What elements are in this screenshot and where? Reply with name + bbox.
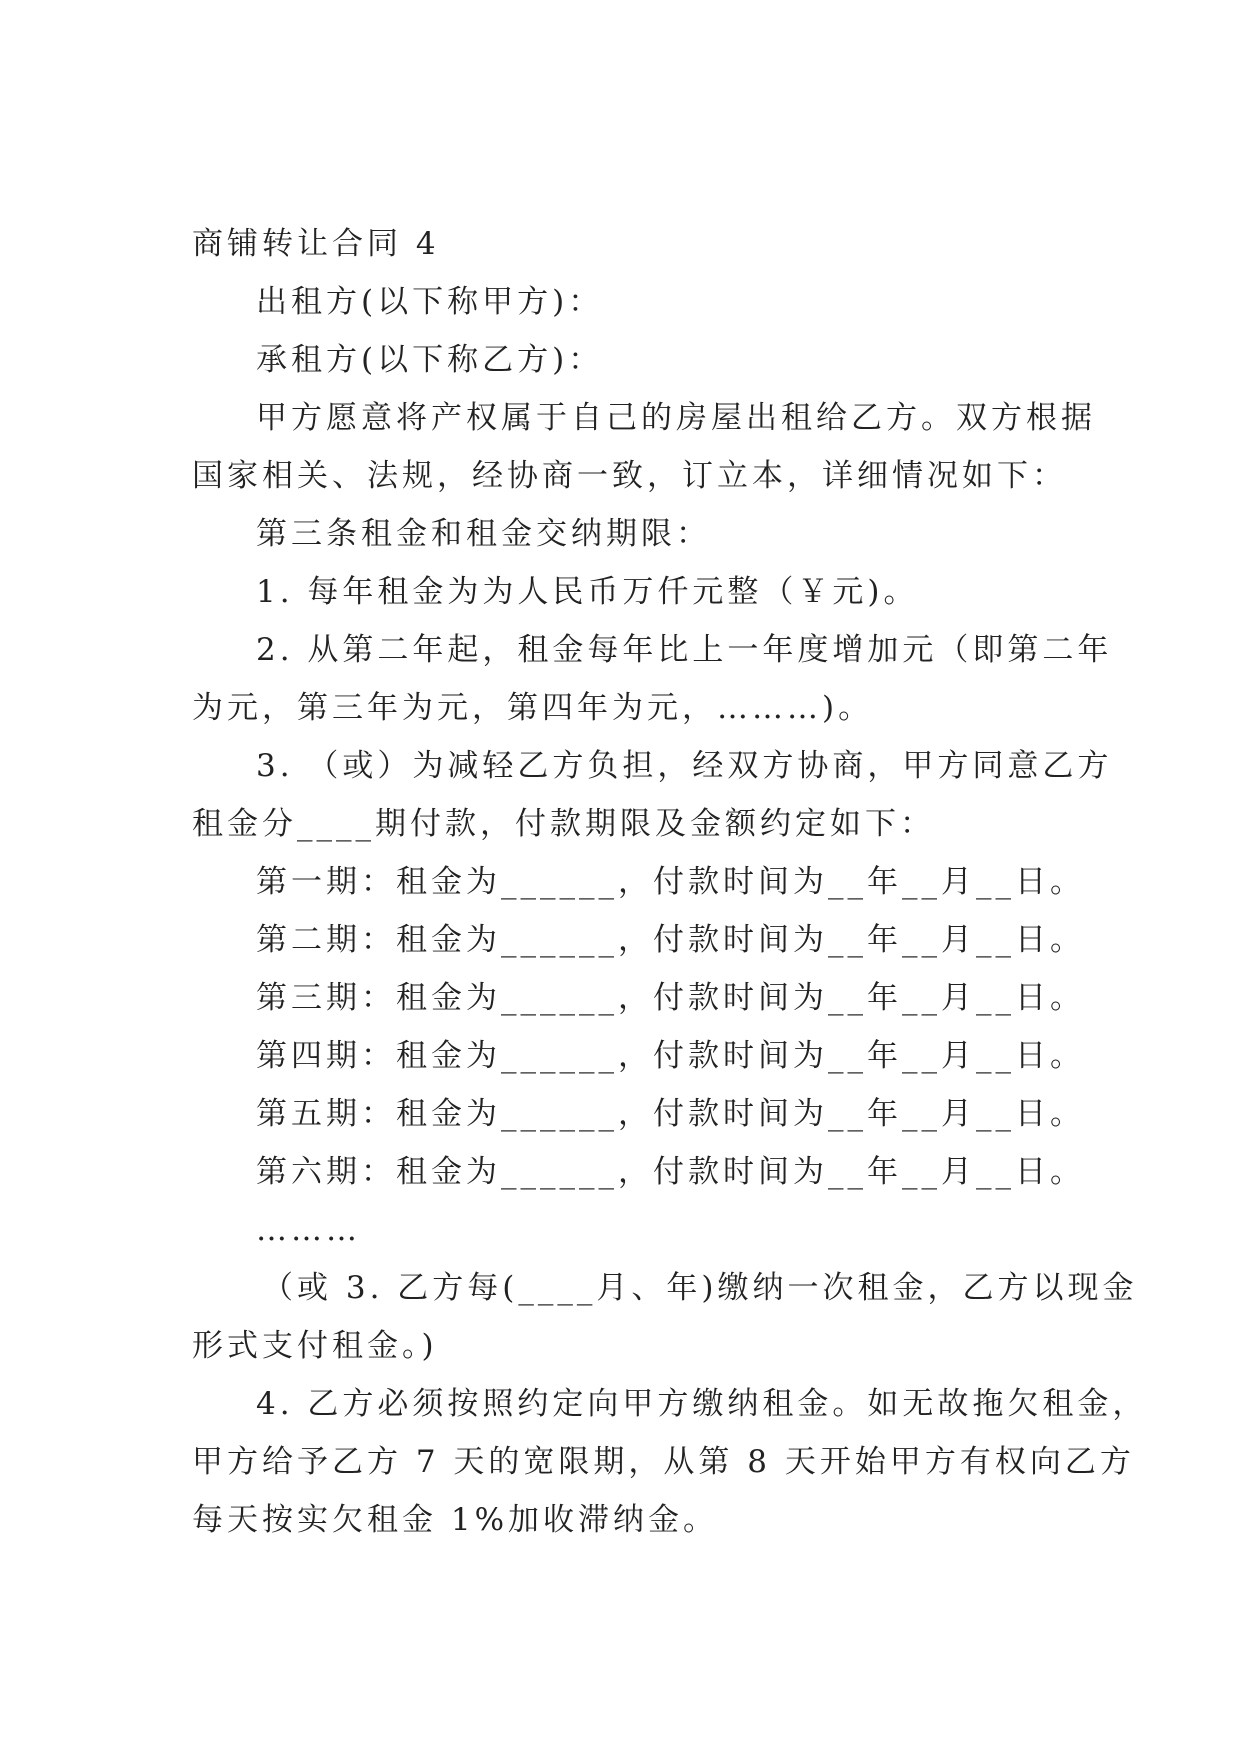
installment-1: 第一期：租金为______，付款时间为__年__月__日。	[256, 864, 1085, 900]
clause-4-line-1: 4. 乙方必须按照约定向甲方缴纳租金。如无故拖欠租金，	[256, 1386, 1148, 1422]
clause-3-line-1: 3. （或）为减轻乙方负担，经双方协商，甲方同意乙方	[256, 748, 1113, 784]
lessor-line: 出租方(以下称甲方)：	[256, 284, 604, 320]
ellipsis-line: ………	[256, 1212, 361, 1248]
installment-6: 第六期：租金为______，付款时间为__年__月__日。	[256, 1154, 1085, 1190]
clause-2-line-1: 2. 从第二年起，租金每年比上一年度增加元（即第二年	[256, 632, 1113, 668]
installment-2: 第二期：租金为______，付款时间为__年__月__日。	[256, 922, 1085, 958]
clause-3-line-2: 租金分____期付款，付款期限及金额约定如下：	[192, 806, 935, 842]
lessee-line: 承租方(以下称乙方)：	[256, 342, 604, 378]
alt-clause-3-line-2: 形式支付租金。)	[192, 1328, 438, 1364]
clause-4-line-2: 甲方给予乙方 7 天的宽限期，从第 8 天开始甲方有权向乙方	[192, 1444, 1135, 1480]
article-heading: 第三条租金和租金交纳期限：	[256, 516, 711, 552]
clause-2-line-2: 为元，第三年为元，第四年为元，………)。	[192, 690, 874, 726]
alt-clause-3-line-1: （或 3. 乙方每(____月、年)缴纳一次租金，乙方以现金	[262, 1270, 1138, 1306]
intro-line-2: 国家相关、法规，经协商一致，订立本，详细情况如下：	[192, 458, 1067, 494]
intro-line-1: 甲方愿意将产权属于自己的房屋出租给乙方。双方根据	[256, 400, 1096, 436]
installment-3: 第三期：租金为______，付款时间为__年__月__日。	[256, 980, 1085, 1016]
installment-4: 第四期：租金为______，付款时间为__年__月__日。	[256, 1038, 1085, 1074]
document-title: 商铺转让合同 4	[192, 226, 440, 262]
installment-5: 第五期：租金为______，付款时间为__年__月__日。	[256, 1096, 1085, 1132]
clause-1: 1. 每年租金为为人民币万仟元整（￥元)。	[256, 574, 919, 610]
clause-4-line-3: 每天按实欠租金 1%加收滞纳金。	[192, 1502, 719, 1538]
